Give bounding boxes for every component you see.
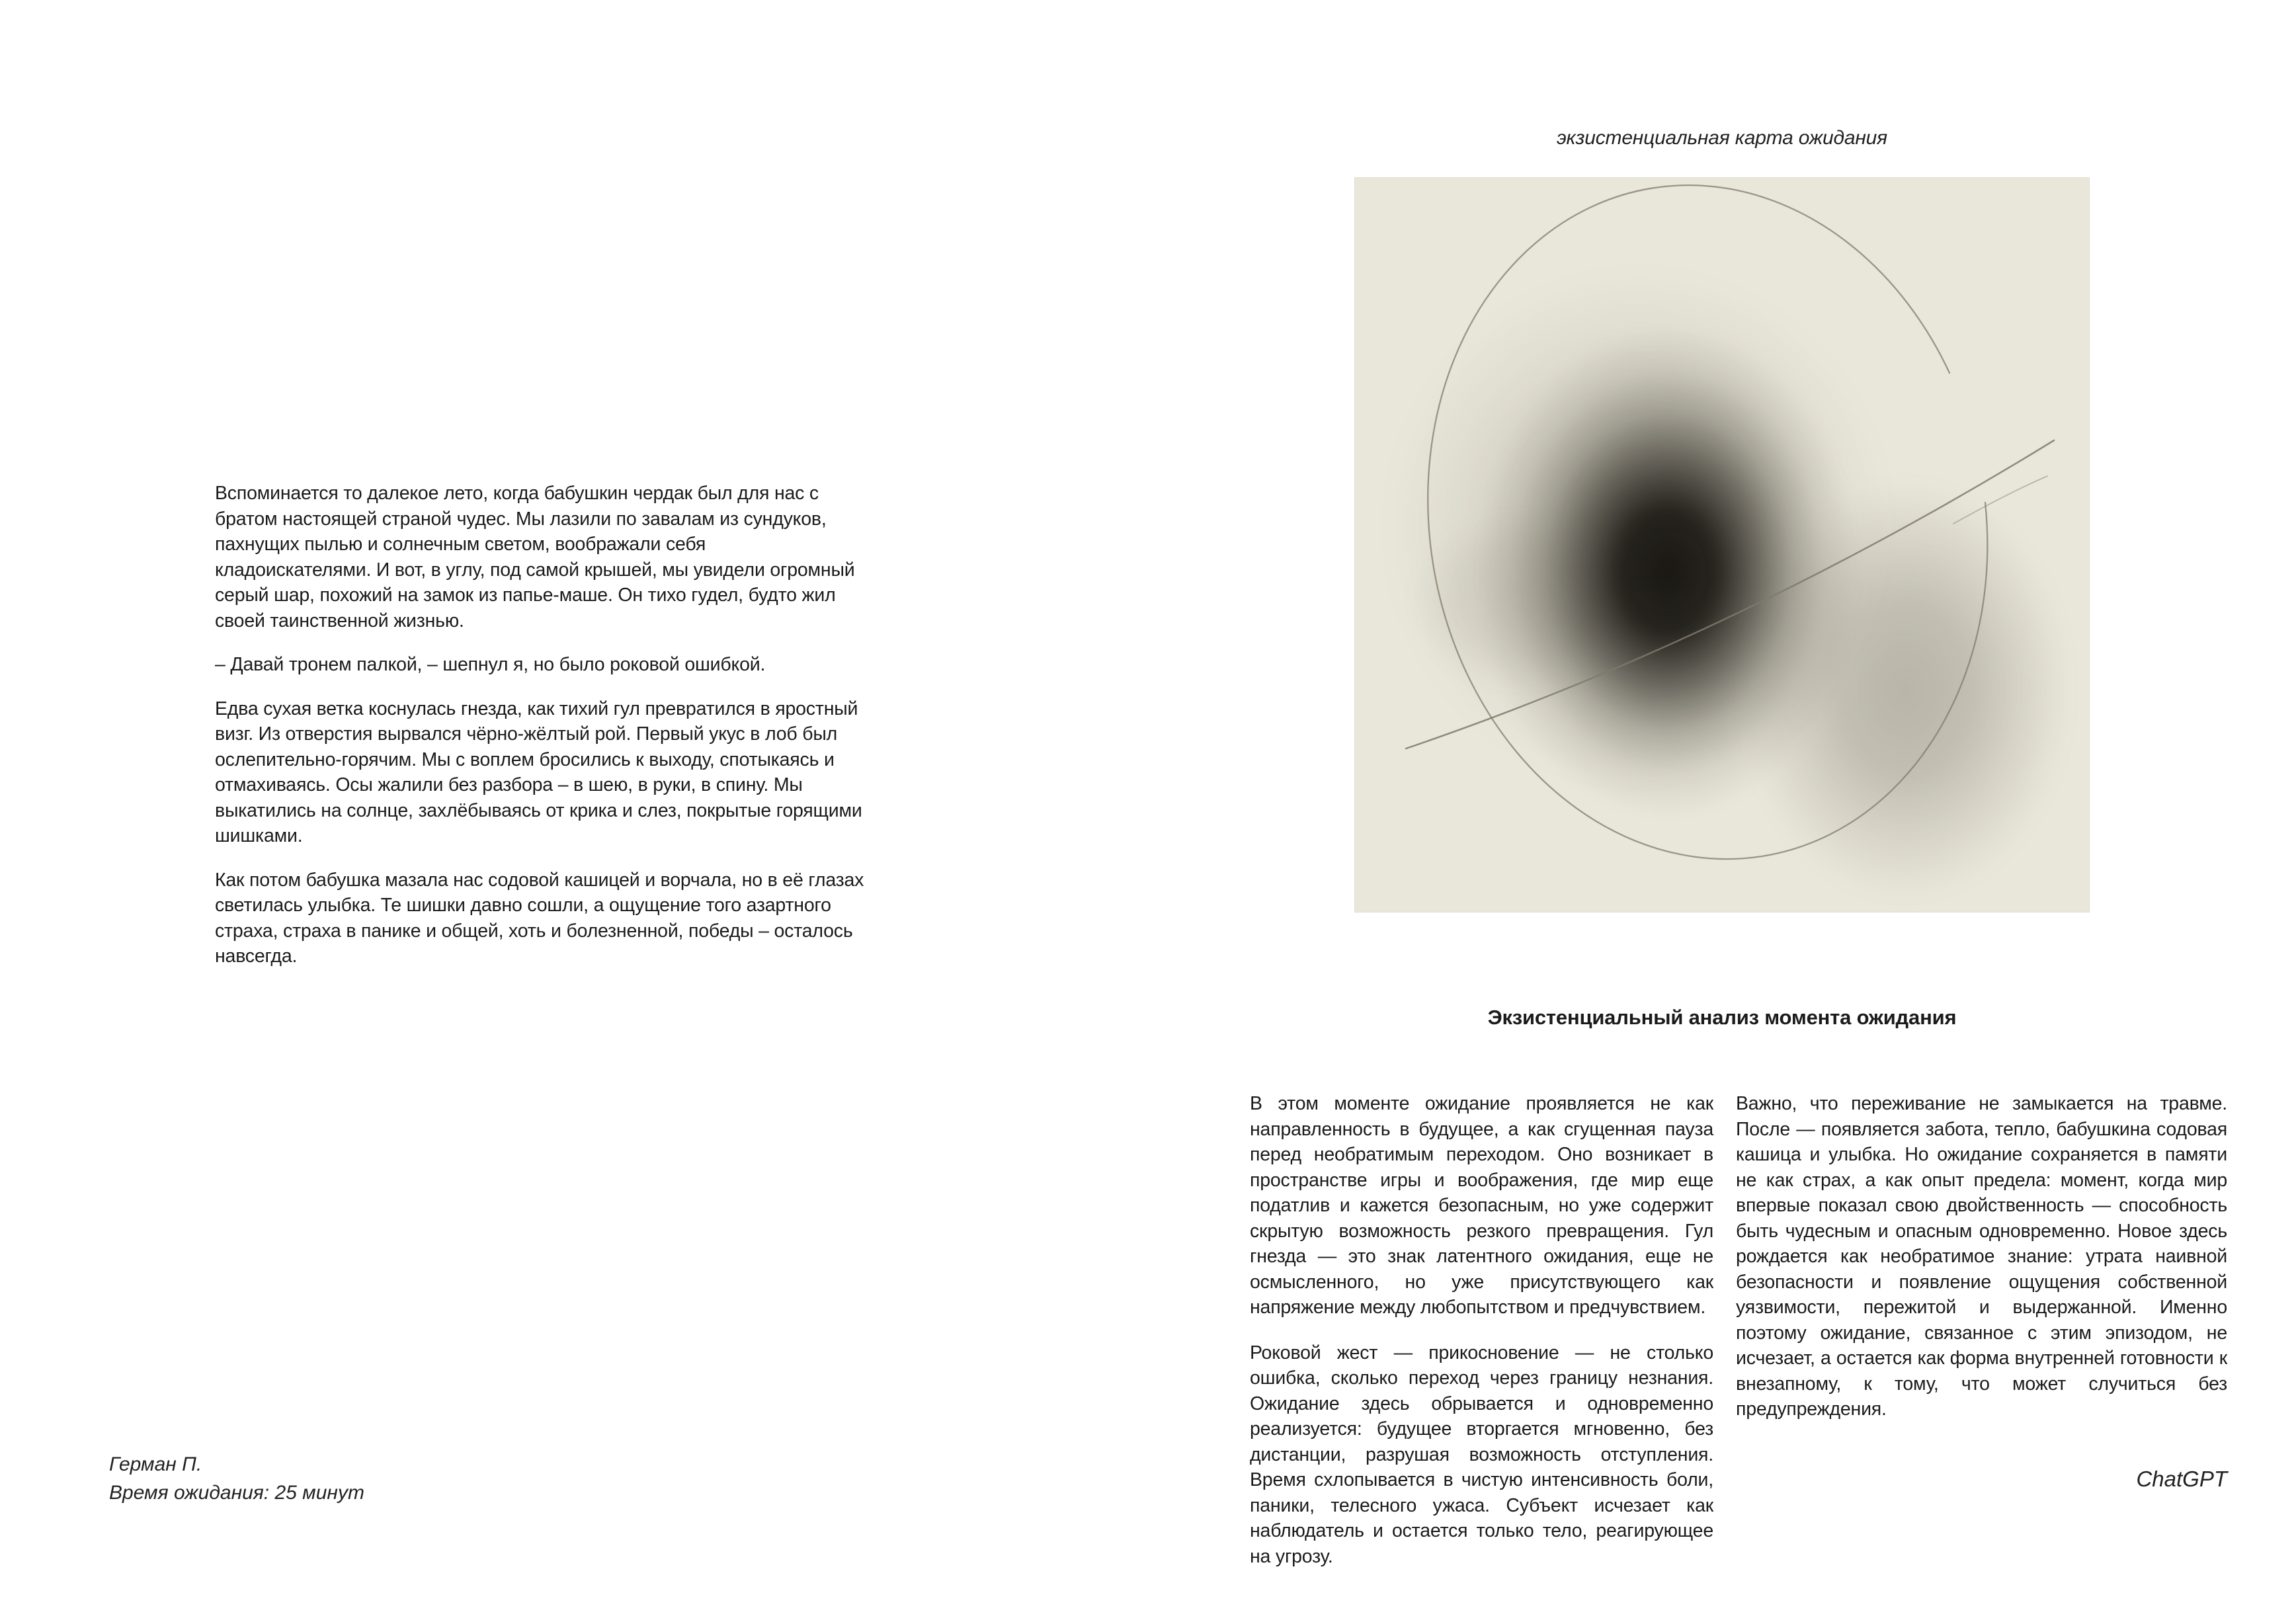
analysis-column-right [1736,1091,2227,1589]
story-text-block [215,481,866,988]
pencil-echo-stroke [1953,476,2047,524]
artwork-caption: экзистенциальная карта ожидания [1556,127,1887,149]
paragraph: Роковой жест — прикосновение — не столько ошибка, сколько переход через границу незнания. Ожидание здесь обрывается и одновременно реализуется: будущее вторгается мгновенно, без дистанции, разрушая возможность отступления. Время схлопывается в чистую интенсивность боли, паники, телесного ужаса. Субъект исчезает как наблюдатель и остается только тело, реагирующее на угрозу. [1250,1342,1713,1567]
analysis-column-left [1250,1091,1713,1589]
paragraph: – Давай тронем палкой, – шепнул я, но было роковой ошибкой. [215,654,766,675]
attribution-author: Герман П. [109,1453,202,1475]
paragraph: Едва сухая ветка коснулась гнезда, как тихий гул превратился в яростный визг. Из отверстия вырвался чёрно-жёлтый рой. Первый укус в лоб был ослепительно-горячим. Мы с воплем бросились к выходу, спотыкаясь и отмахиваясь. Осы жалили без разбора – в шею, в руки, в спину. Мы выкатились на солнце, захлёбываясь от крика и слез, покрытые горящими шишками. [215,698,862,846]
attribution-wait-time: Время ожидания: 25 минут [109,1482,364,1504]
paragraph: В этом моменте ожидание проявляется не как направленность в будущее, а как сгущенная пауза перед необратимым переходом. Оно возникает в пространстве игры и воображения, где мир еще податлив и кажется безопасным, но уже содержит скрытую возможность резкого превращения. Гул гнезда — это знак латентного ожидания, еще не осмысленного, но уже присутствующего как напряжение между любопытством и предчувствием. [1250,1093,1713,1318]
paragraph: Важно, что переживание не замыкается на травме. После — появляется забота, тепло, бабушкина содовая кашица и улыбка. Но ожидание сохраняется в памяти не как страх, а как опыт предела: момент, когда мир впервые показал свою двойственность — способность быть чудесным и опасным одновременно. Новое здесь рождается как необратимое знание: утрата наивной безопасности и появление ощущения собственной уязвимости, пережитой и выдержанной. Именно поэтому ожидание, связанное с этим эпизодом, не исчезает, а остается как форма внутренней готовности к внезапному, к тому, что может случиться без предупреждения. [1736,1093,2227,1420]
attribution-block [109,1450,704,1507]
pencil-sweep-line [1406,440,2054,749]
analysis-columns [1250,1091,2227,1589]
analysis-heading: Экзистенциальный анализ момента ожидания [1487,1006,1957,1029]
signature: ChatGPT [2136,1467,2227,1491]
artwork-canvas [1354,177,2090,913]
pencil-oval-arc [1428,185,1987,859]
paragraph: Как потом бабушка мазала нас содовой кашицей и ворчала, но в её глазах светилась улыбка. Те шишки давно сошли, а ощущение того азартного страха, страха в панике и общей, хоть и болезненной, победы – осталось навсегда. [215,869,864,967]
paragraph: Вспоминается то далекое лето, когда бабушкин чердак был для нас с братом настоящей страной чудес. Мы лазили по завалам из сундуков, пахнущих пылью и солнечным светом, воображали себя кладоискателями. И вот, в углу, под самой крышей, мы увидели огромный серый шар, похожий на замок из папье-маше. Он тихо гудел, будто жил своей таинственной жизнью. [215,483,855,631]
pencil-lines-drawing [1354,177,2090,913]
